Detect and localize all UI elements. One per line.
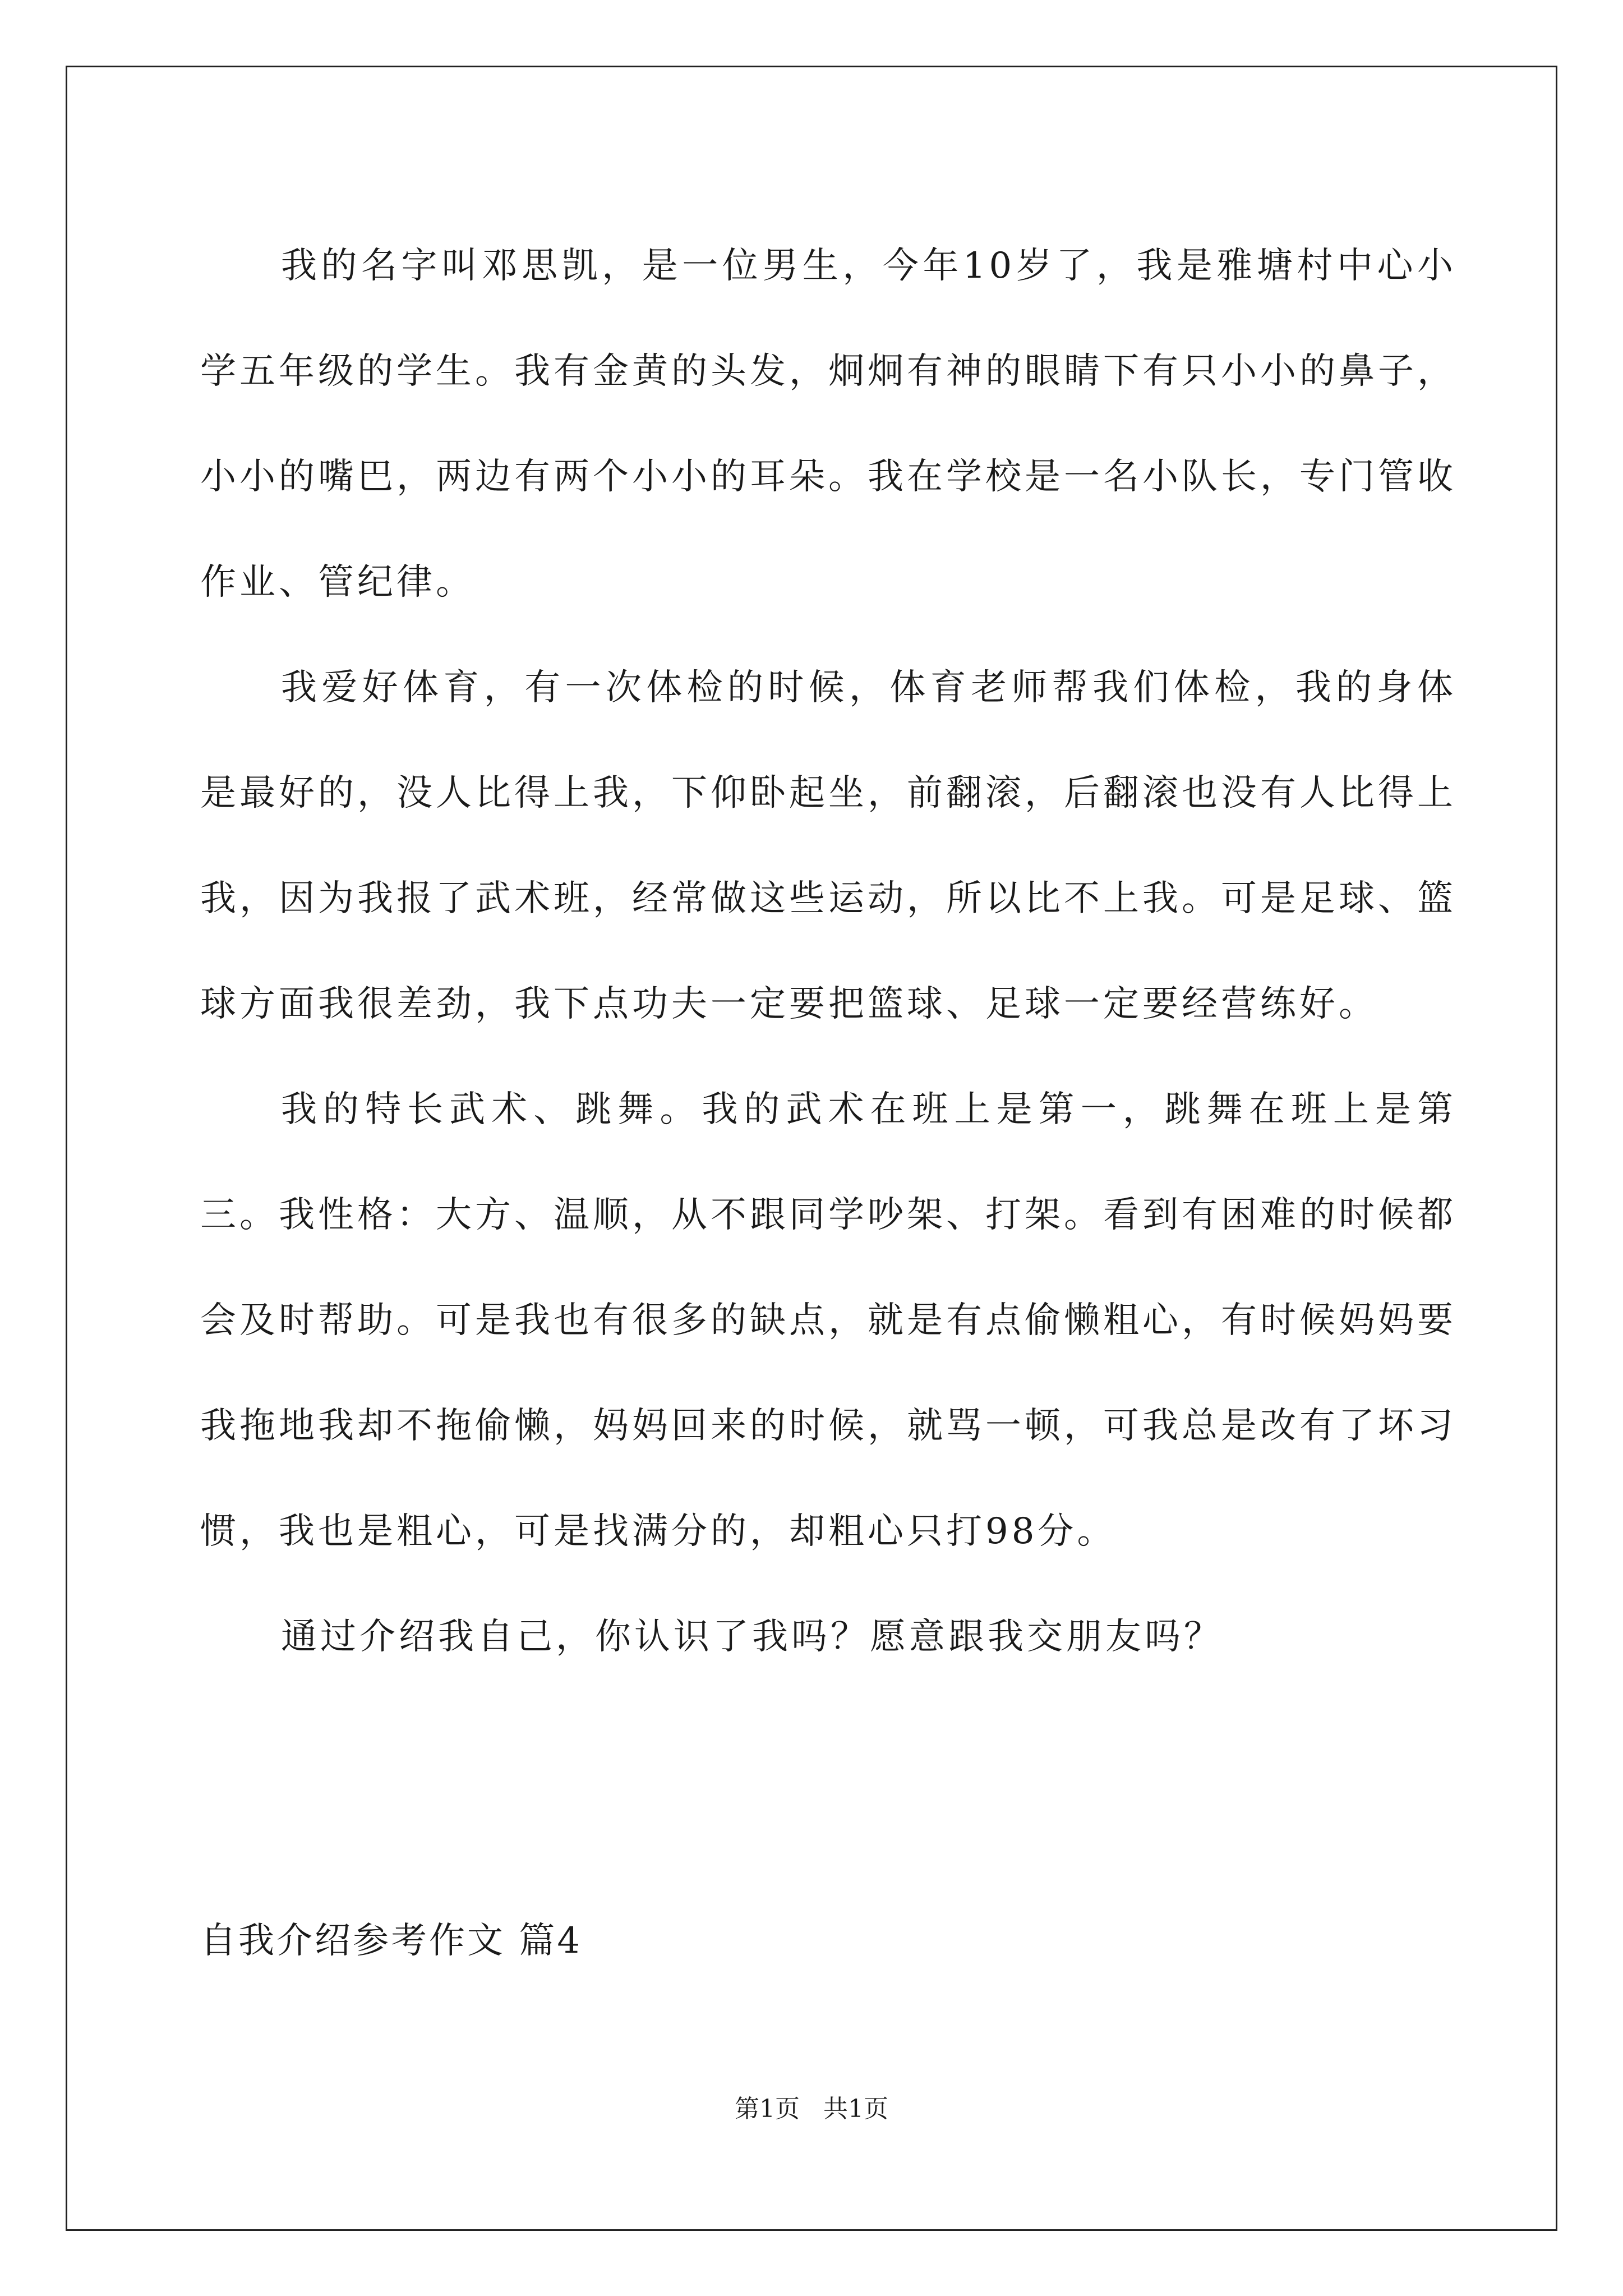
footer-spacer <box>800 2095 823 2123</box>
page-total: 共1页 <box>823 2095 888 2123</box>
paragraph-intro: 我的名字叫邓思凯，是一位男生，今年10岁了，我是雅塘村中心小学五年级的学生。我有金黄的头发，炯炯有神的眼睛下有只小小的鼻子，小小的嘴巴，两边有两个小小的耳朵。我在学校是一名小队长，专门管收作业、管纪律。 <box>200 245 1456 603</box>
paragraph-talents: 我的特长武术、跳舞。我的武术在班上是第一，跳舞在班上是第三。我性格：大方、温顺，从不跟同学吵架、打架。看到有困难的时候都会及时帮助。可是我也有很多的缺点，就是有点偷懒粗心，有时候妈妈要我拖地我却不拖偷懒，妈妈回来的时候，就骂一顿，可我总是改有了坏习惯，我也是粗心，可是找满分的，却粗心只打98分。 <box>200 1089 1456 1552</box>
page-number: 第1页 <box>735 2095 800 2123</box>
page-footer <box>0 2092 1623 2126</box>
section-heading: 自我介绍参考作文 篇4 <box>200 1920 583 1962</box>
paragraph-sports: 我爱好体育，有一次体检的时候，体育老师帮我们体检，我的身体是最好的，没人比得上我，下仰卧起坐，前翻滚，后翻滚也没有人比得上我，因为我报了武术班，经常做这些运动，所以比不上我。可是足球、篮球方面我很差劲，我下点功夫一定要把篮球、足球一定要经营练好。 <box>200 667 1456 1025</box>
document-body <box>200 213 1456 1690</box>
paragraph-closing: 通过介绍我自己，你认识了我吗？愿意跟我交朋友吗？ <box>281 1616 1223 1658</box>
